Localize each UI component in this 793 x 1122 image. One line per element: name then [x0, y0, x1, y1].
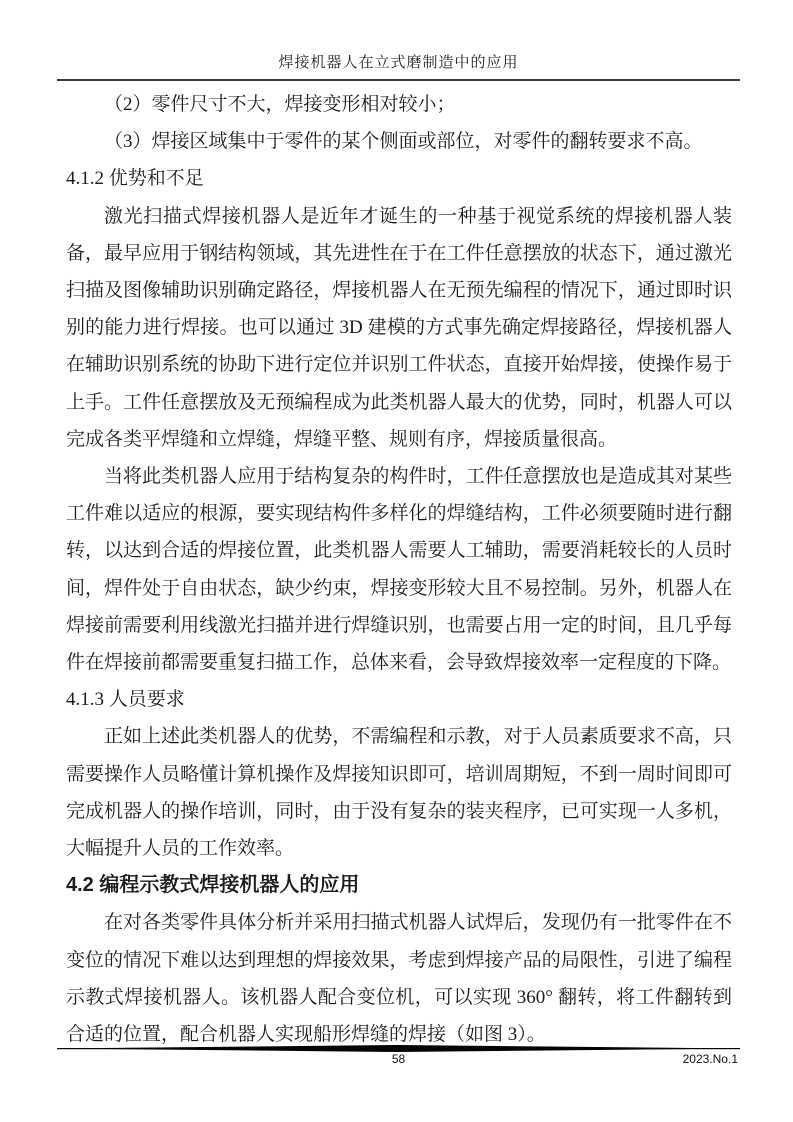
heading-4-1-2: 4.1.2 优势和不足 [66, 168, 204, 190]
heading-4-1-3: 4.1.3 人员要求 [66, 689, 185, 711]
list-item-2: （2）零件尺寸不大，焊接变形相对较小； [104, 94, 456, 115]
footer [57, 1052, 740, 1072]
document-body [66, 86, 732, 1053]
paragraph-advantages: 激光扫描式焊接机器人是近年才诞生的一种基于视觉系统的焊接机器人装备，最早应用于钢结构领域，其先进性在于在工件任意摆放的状态下，通过激光扫描及图像辅助识别确定路径，焊接机器人在无预先编程的情况下，通过即时识别的能力进行焊接。也可以通过 3D 建模的方式事先确定焊接路径，焊接机器人在辅助识别系统的协助下进行定位并识别工件状态，直接开始焊接，使操作易于上手。工件任意摆放及无预编程成为此类机器人最大的优势，同时，机器人可以完成各类平焊缝和立焊缝，焊缝平整、规则有序，焊接质量很高。 [66, 205, 732, 450]
paragraph-personnel: 正如上述此类机器人的优势，不需编程和示教，对于人员素质要求不高，只需要操作人员略懂计算机操作及焊接知识即可，培训周期短，不到一周时间即可完成机器人的操作培训，同时，由于没有复杂的装夹程序，已可实现一人多机，大幅提升人员的工作效率。 [66, 726, 732, 860]
paragraph-disadvantages: 当将此类机器人应用于结构复杂的构件时，工件任意摆放也是造成其对某些工件难以适应的根源，要实现结构件多样化的焊缝结构，工件必须要随时进行翻转，以达到合适的焊接位置，此类机器人需要人工辅助，需要消耗较长的人员时间，焊件处于自由状态，缺少约束，焊接变形较大且不易控制。另外，机器人在焊接前需要利用线激光扫描并进行焊缝识别，也需要占用一定的时间，且几乎每件在焊接前都需要重复扫描工作，总体来看，会导致焊接效率一定程度的下降。 [66, 466, 732, 674]
paragraph-teaching-robot: 在对各类零件具体分析并采用扫描式机器人试焊后，发现仍有一批零件在不变位的情况下难以达到理想的焊接效果，考虑到焊接产品的局限性，引进了编程示教式焊接机器人。该机器人配合变位机，可以实现 360° 翻转，将工件翻转到合适的位置，配合机器人实现船形焊缝的焊接（如图 3）。 [66, 912, 732, 1046]
issue-label: 2023.No.1 [682, 1052, 738, 1066]
running-header-title: 焊接机器人在立式磨制造中的应用 [278, 55, 519, 71]
heading-4-2: 4.2 编程示教式焊接机器人的应用 [66, 874, 360, 897]
list-item-3: （3）焊接区域集中于零件的某个侧面或部位，对零件的翻转要求不高。 [104, 131, 703, 153]
page-number: 58 [391, 1052, 406, 1066]
header-rule [57, 79, 740, 81]
